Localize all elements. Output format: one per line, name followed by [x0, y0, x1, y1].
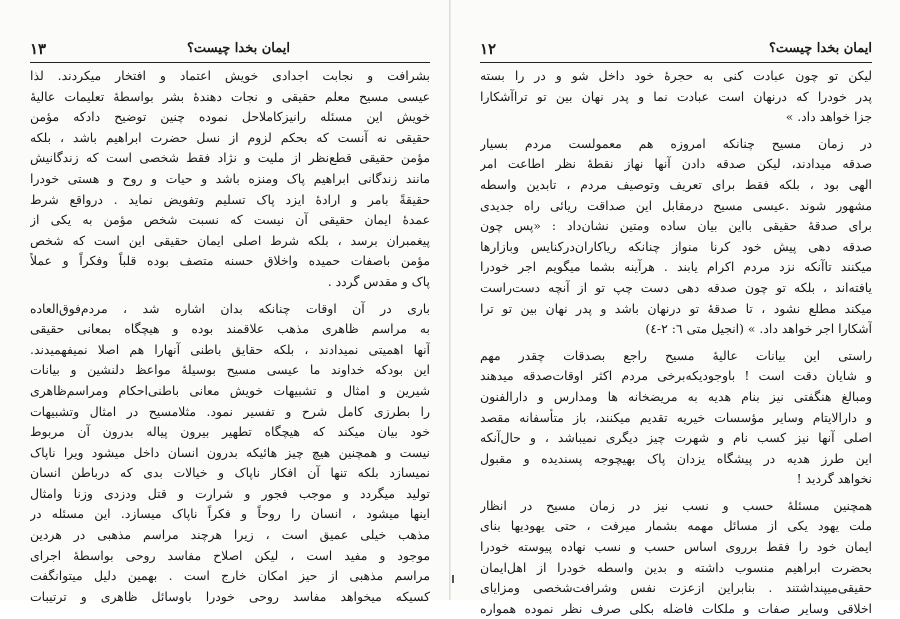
text-line: الهی بود ، بلکه فقط برای تعریف وتوصیف مردم ، تابدین واسطه — [480, 176, 872, 192]
text-line: تولید میگردد و موجب فجور و شرارت و قتل ودزدی وزنا وامثال — [30, 485, 430, 501]
right-body-text — [480, 66, 872, 619]
text-line: یافته‌اند ، بلکه تو چون صدقه دهی دست چپ تو از آنچه دست‌راست — [480, 279, 872, 295]
right-header-rule — [480, 62, 872, 63]
right-page — [450, 0, 900, 616]
text-line: به مراسم ظاهری مذهب علاقمند بوده و هیچگاه بمعانی حقیقی — [30, 321, 430, 337]
left-page — [0, 0, 450, 604]
text-line: حقیقی‌میپنداشتند . بنابراین ازعزت نفس وشرافت‌شخصی ومزایای — [480, 580, 872, 596]
text-line: برای صدقهٔ حقیقی بااین بیان ساده ومتین نشان‌داد : «پس چون — [480, 218, 872, 234]
text-line: این طرز هدیه در پیشگاه یزدان پاک بهیچوجه پسندیده و مقبول — [480, 450, 872, 466]
text-line: صدقه میدادند، لیکن صدقه دادن آنها نهاز نقطهٔ نظر اطاعت امر — [480, 156, 872, 172]
text-line: باری در آن اوقات چنانکه بدان اشاره شد ، مردم‌فوق‌العاده — [30, 300, 430, 316]
text-line: بشرافت و نجابت اجدادی خویش اعتماد و افتخار میکردند. لذا — [30, 68, 430, 83]
text-line: مشهور شوند .عیسی مسیح درمقابل این صداقت ریائی راه جدیدی — [480, 197, 872, 213]
text-line: مانند زندگانی ابراهیم پاک ومنزه باشد و حیات و روح و هستی خودرا — [30, 170, 430, 186]
text-line: ملت یهود یکی از مسائل مهمه بشمار میرفت ، حتی یهودیها بنای — [480, 518, 872, 534]
text-line: پدر خودرا که درنهان است عبادت نما و پدر نهان بین تو ترا‌آشکارا — [480, 88, 872, 104]
left-running-head — [30, 38, 430, 60]
text-line: خود بیان میکند که هیچگاه تطهیر بیرون پیاله بدرون آن مربوط — [30, 424, 430, 440]
text-line: در زمان مسیح چنانکه امروزه هم معمولست مردم بسیار — [480, 135, 872, 151]
text-line: میکنند تاآنکه نزد مردم اکرام یابند . هرآینه بشما میگویم اجر خودرا — [480, 259, 872, 275]
text-line: خویش این مسئله رانیزکاملاحل نموده چنین توضیح دادکه مؤمن — [30, 109, 430, 125]
text-line: مراسم مذهبی از حیز امکان خارج است . بهمین دلیل میتوانگفت — [30, 568, 430, 584]
text-line: اخلاقی وسایر صفات و ملکات فاضله بکلی صرف نظر نموده همواره — [480, 600, 872, 616]
text-line: همچنین مسئلهٔ حسب و نسب نیز در زمان مسیح در انظار — [480, 497, 872, 513]
left-header-title: ایمان بخدا چیست؟ — [187, 41, 290, 56]
text-line: حقیقی نه آنست که بحکم لزوم از نسل حضرت ابراهیم باشد ، بلکه — [30, 129, 430, 145]
text-line: موجود و مفید است ، لیکن اصلاح مفاسد روحی بواسطهٔ اجرای — [30, 547, 430, 563]
text-line: پاک و مقدس گردد . — [327, 273, 430, 289]
text-line: لیکن تو چون عبادت کنی به حجرهٔ خود داخل شو و در را بسته — [480, 68, 872, 83]
text-line: آشکارا اجر خواهد داد. » (انجیل متی ٦: ٢-٤) — [645, 321, 872, 337]
text-line: حقیقةً بامر و ارادهٔ ایزد پاک تسلیم وتفویض نماید . درواقع شرط — [30, 191, 430, 207]
text-line: میکند مطلع نشود ، تا صدقهٔ تو درنهان باشد و پدر نهان بین تو ترا — [480, 300, 872, 316]
text-line: اینها میشود ، انسان را روحاً و فکراً ناپاک میسازد. این مسئله در — [30, 506, 430, 522]
right-header-title: ایمان بخدا چیست؟ — [769, 41, 872, 56]
text-line: آنها اهمیتی نمیدادند ، بلکه حقایق باطنی آنهارا هم اصلا نمیفهمیدند. — [30, 341, 430, 357]
text-line: و شایان دقت است ! باوجودیکه‌برخی مردم اکثر اوقات‌صدقه میدهند — [480, 368, 872, 384]
text-line: جزا خواهد داد. » — [785, 109, 872, 125]
left-page-number: ١٣ — [30, 40, 47, 58]
left-body-text — [30, 66, 430, 607]
left-header-rule — [30, 62, 430, 63]
right-page-number: ١٢ — [480, 40, 497, 58]
text-line: مذهب خیلی عمیق است ، زیرا هرچند مراسم مذهبی در هردین — [30, 527, 430, 543]
right-running-head — [480, 38, 872, 60]
text-line: ایمان خود را فقط برروی اساس حسب و نسب نهاده پیوسته خودرا — [480, 539, 872, 555]
text-line: راستی این بیانات عالیهٔ مسیح راجع بصدقات چقدر مهم — [480, 347, 872, 363]
text-line: نخواهد گردید ! — [796, 471, 872, 487]
text-line: مؤمن حقیقی قطع‌نظر از ملیت و نژاد فقط شخصی است که زندگانیش — [30, 150, 430, 166]
text-line: و دارالایتام وسایر مؤسسات خیریه تقدیم میکنند، باز متأسفانه مقصد — [480, 409, 872, 425]
text-line: بحضرت ابراهیم منسوب داشته و بدین واسطه خودرا از اهل‌ایمان — [480, 559, 872, 575]
text-line: ومبالغ هنگفتی نیز بنام هدیه به مریضخانه ها ومدارس و دارالفنون — [480, 388, 872, 404]
text-line: نیست و همچنین هیچ چیز هائیکه بدرون انسان داخل میشود ویرا ناپاک — [30, 444, 430, 460]
binding-mark — [452, 575, 454, 583]
text-line: صدقه دهی پیش خود کرنا منواز چنانکه ریاکاران‌درکنایس وبازارها — [480, 238, 872, 254]
text-line: اصلی آنها نیز کسب نام و شهرت چیز دیگری نمیباشد ، و حال‌آنکه — [480, 430, 872, 446]
text-line: مؤمن باصفات حمیده واخلاق حسنه متصف بوده قلباً وفکراً و عملاً — [30, 253, 430, 269]
text-line: عمدهٔ ایمان حقیقی آن نیست که نسبت شخص مؤمن به یکی از — [30, 212, 430, 228]
text-line: عیسی مسیح معلم حقیقی و نجات دهندهٔ بشر بواسطهٔ تعلیمات عالیهٔ — [30, 88, 430, 104]
text-line: نمیسازد بلکه تنها آن افکار ناپاک و خیالات بدی که درباطن انسان — [30, 465, 430, 481]
text-line: را بطرزی کامل شرح و تفسیر نمود. مثلا‌مسیح در امثال وتشبیهات — [30, 403, 430, 419]
text-line: کسیکه میخواهد مفاسد روحی خودرا باوسائل ظاهری و ترتیبات — [30, 588, 430, 604]
text-line: پیغمبران برسد ، بلکه شرط اصلی ایمان حقیقی این است که شخص — [30, 232, 430, 248]
text-line: این بودکه خداوند ما عیسی مسیح بوسیلهٔ مواعظ دلنشین و بیانات — [30, 362, 430, 378]
text-line: شیرین و امثال و تشبیهات خویش معانی باطنی‌احکام ومراسم‌ظاهری — [30, 382, 430, 398]
